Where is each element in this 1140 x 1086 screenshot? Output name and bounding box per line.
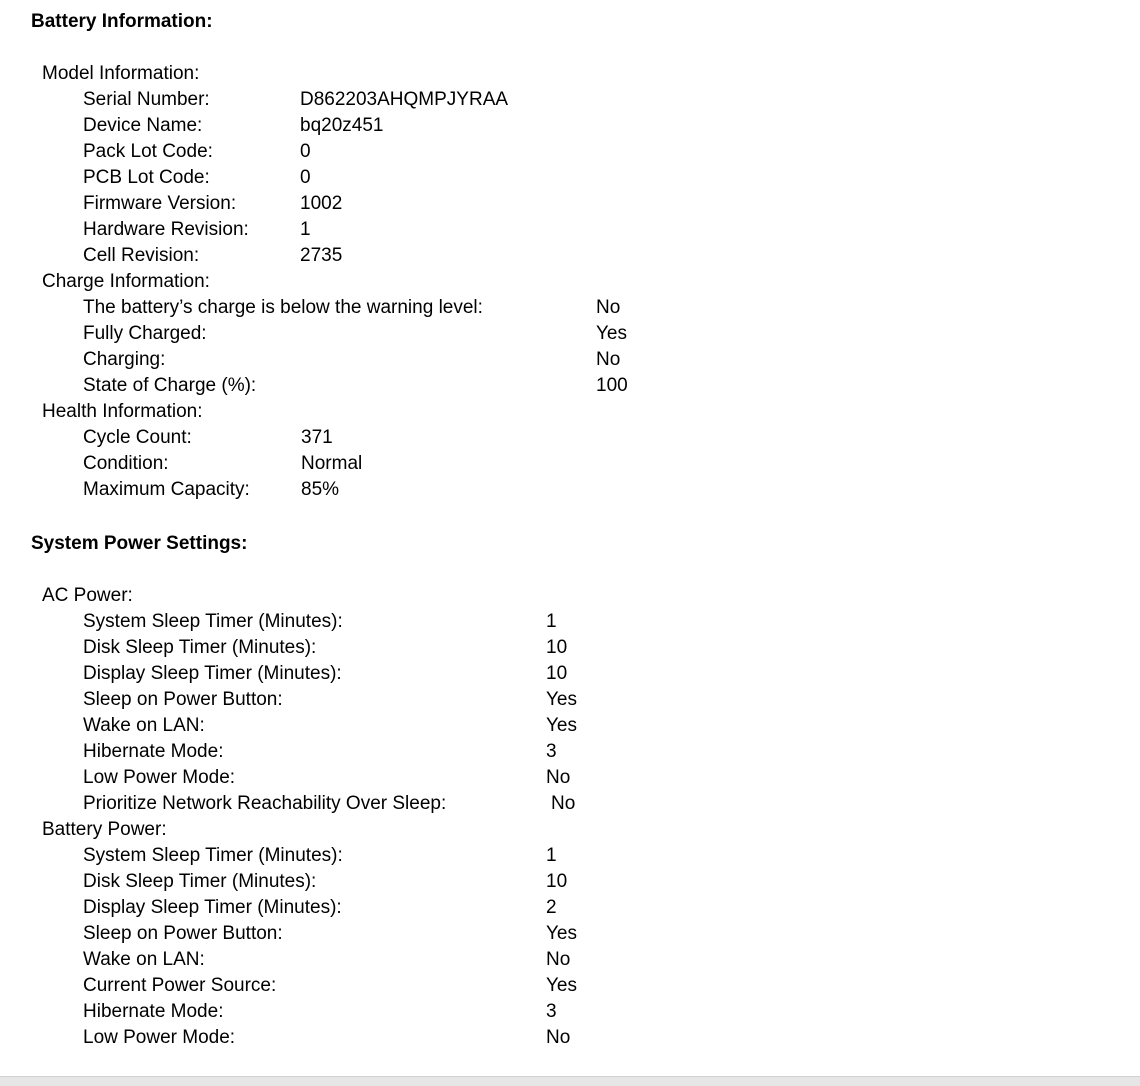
detail-value: 1002: [300, 193, 343, 214]
detail-value: No: [546, 949, 571, 970]
detail-value: 2735: [300, 245, 343, 266]
detail-row: [0, 999, 1140, 1025]
detail-row: [0, 321, 1140, 347]
detail-value: bq20z451: [300, 115, 384, 136]
detail-row: [0, 425, 1140, 451]
detail-value: No: [546, 767, 571, 788]
group-label: Battery Power:: [42, 819, 167, 840]
detail-row: [0, 765, 1140, 791]
detail-row: [0, 243, 1140, 269]
detail-value: 100: [596, 375, 628, 396]
detail-value: Yes: [546, 689, 577, 710]
detail-row: [0, 687, 1140, 713]
detail-key: Device Name:: [83, 115, 203, 136]
detail-key: Pack Lot Code:: [83, 141, 213, 162]
detail-value: 1: [546, 611, 557, 632]
detail-key: Charging:: [83, 349, 166, 370]
detail-key: System Sleep Timer (Minutes):: [83, 845, 343, 866]
detail-row: [0, 791, 1140, 817]
detail-value: 0: [300, 141, 311, 162]
detail-key: Low Power Mode:: [83, 767, 236, 788]
detail-row: [0, 973, 1140, 999]
detail-key: Disk Sleep Timer (Minutes):: [83, 871, 317, 892]
detail-key: Low Power Mode:: [83, 1027, 236, 1048]
detail-row: [0, 843, 1140, 869]
detail-value: 10: [546, 637, 568, 658]
detail-key: Sleep on Power Button:: [83, 689, 283, 710]
detail-row: [0, 739, 1140, 765]
detail-key: Serial Number:: [83, 89, 210, 110]
detail-value: 10: [546, 871, 568, 892]
top-spacer: [0, 0, 1140, 9]
group-label: Model Information:: [42, 63, 200, 84]
detail-value: 0: [300, 167, 311, 188]
detail-key: Fully Charged:: [83, 323, 207, 344]
detail-key: PCB Lot Code:: [83, 167, 210, 188]
detail-key: Sleep on Power Button:: [83, 923, 283, 944]
detail-row: [0, 347, 1140, 373]
heading-spacer: [0, 557, 1140, 583]
detail-value: 1: [546, 845, 557, 866]
detail-value: 371: [301, 427, 333, 448]
detail-row: [0, 895, 1140, 921]
detail-value: Yes: [596, 323, 627, 344]
detail-row: [0, 1025, 1140, 1051]
detail-key: Hibernate Mode:: [83, 741, 224, 762]
detail-value: No: [596, 349, 621, 370]
section-heading-power: System Power Settings:: [31, 533, 248, 554]
detail-row: [0, 451, 1140, 477]
detail-key: Firmware Version:: [83, 193, 237, 214]
detail-row: [0, 113, 1140, 139]
detail-key: Wake on LAN:: [83, 949, 205, 970]
detail-key: Maximum Capacity:: [83, 479, 250, 500]
detail-row: [0, 869, 1140, 895]
detail-value: Yes: [546, 715, 577, 736]
detail-value: 1: [300, 219, 311, 240]
detail-value: 85%: [301, 479, 340, 500]
detail-row: [0, 191, 1140, 217]
detail-value: Normal: [301, 453, 363, 474]
detail-value: Yes: [546, 975, 577, 996]
heading-spacer: [0, 35, 1140, 61]
section-spacer: [0, 503, 1140, 531]
detail-key: State of Charge (%):: [83, 375, 257, 396]
detail-key: Wake on LAN:: [83, 715, 205, 736]
detail-row: [0, 635, 1140, 661]
detail-value: No: [551, 793, 576, 814]
detail-row: [0, 947, 1140, 973]
group-label: Charge Information:: [42, 271, 210, 292]
detail-key: Current Power Source:: [83, 975, 277, 996]
group-label: Health Information:: [42, 401, 203, 422]
detail-value: 2: [546, 897, 557, 918]
detail-key: The battery’s charge is below the warning level:: [83, 297, 483, 318]
detail-row: [0, 713, 1140, 739]
detail-row: [0, 661, 1140, 687]
detail-row: [0, 295, 1140, 321]
detail-row: [0, 921, 1140, 947]
detail-row: [0, 217, 1140, 243]
detail-key: Display Sleep Timer (Minutes):: [83, 897, 342, 918]
detail-key: Display Sleep Timer (Minutes):: [83, 663, 342, 684]
detail-value: 3: [546, 1001, 557, 1022]
bottom-divider-bar: [0, 1076, 1140, 1086]
detail-row: [0, 87, 1140, 113]
detail-value: No: [596, 297, 621, 318]
detail-key: Condition:: [83, 453, 169, 474]
detail-key: Cell Revision:: [83, 245, 200, 266]
section-heading-battery: Battery Information:: [31, 11, 213, 32]
detail-key: Disk Sleep Timer (Minutes):: [83, 637, 317, 658]
detail-row: [0, 139, 1140, 165]
detail-row: [0, 609, 1140, 635]
detail-row: [0, 477, 1140, 503]
detail-value: 3: [546, 741, 557, 762]
detail-key: Cycle Count:: [83, 427, 192, 448]
detail-row: [0, 373, 1140, 399]
detail-row: [0, 165, 1140, 191]
detail-key: Hibernate Mode:: [83, 1001, 224, 1022]
detail-value: 10: [546, 663, 568, 684]
detail-value: No: [546, 1027, 571, 1048]
detail-key: System Sleep Timer (Minutes):: [83, 611, 343, 632]
detail-value: D862203AHQMPJYRAA: [300, 89, 509, 110]
detail-key: Prioritize Network Reachability Over Sleep:: [83, 793, 447, 814]
detail-value: Yes: [546, 923, 577, 944]
detail-key: Hardware Revision:: [83, 219, 249, 240]
group-label: AC Power:: [42, 585, 133, 606]
